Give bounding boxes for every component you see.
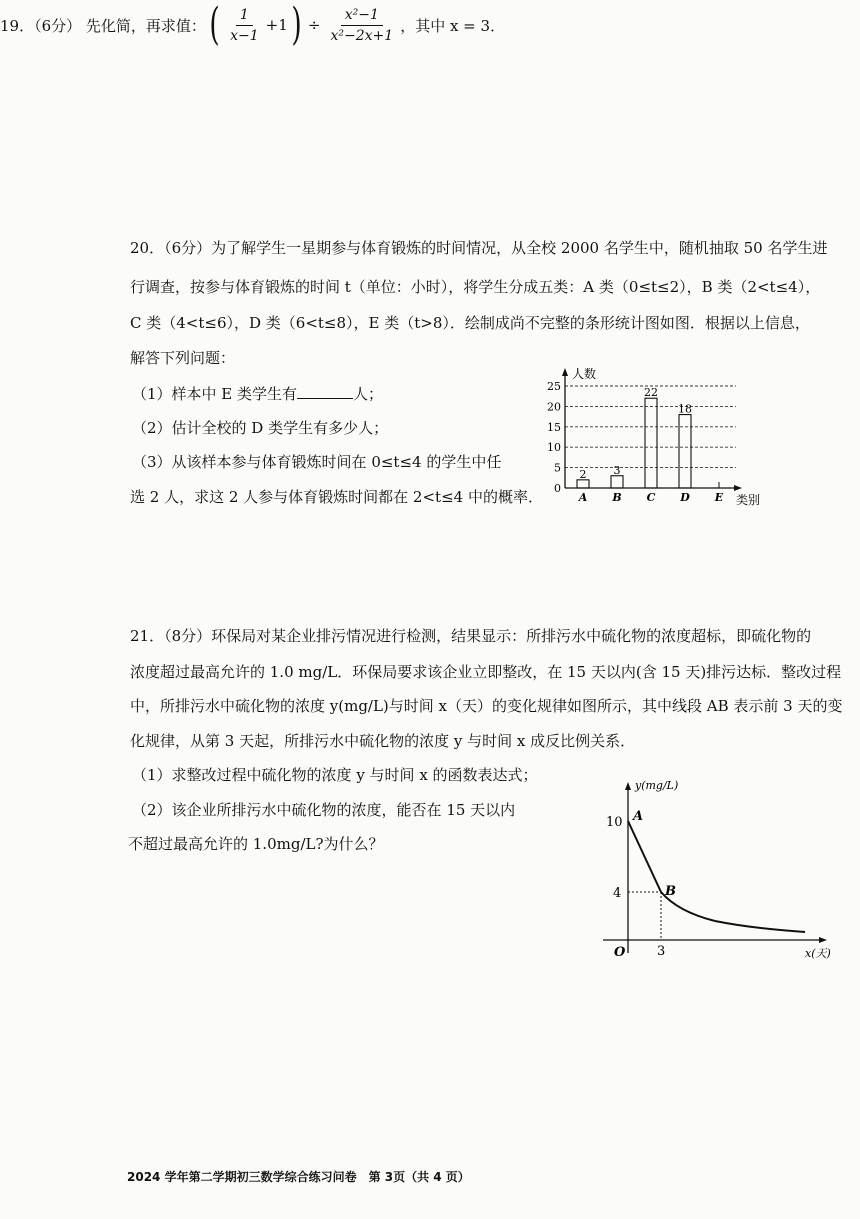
category-label: B (612, 491, 622, 504)
fraction-1 (226, 7, 263, 44)
q21-sub2-line1: （2）该企业所排污水中硫化物的浓度，能否在 15 天以内 (132, 801, 516, 819)
point-a-label: A (633, 809, 644, 824)
y-tick-label: 25 (547, 380, 561, 393)
q21-sub2-line2: 不超过最高允许的 1.0mg/L?为什么？ (128, 835, 384, 853)
q21-sub1: （1）求整改过程中硫化物的浓度 y 与时间 x 的函数表达式； (132, 766, 538, 784)
bar-B (611, 476, 623, 488)
q20-line3: C 类（4<t≤6），D 类（6<t≤8），E 类（t>8）．绘制成尚不完整的条形统计图如图．根据以上信息， (130, 314, 810, 332)
page-footer: 2024 学年第二学期初三数学综合练习问卷 第 3页（共 4 页） (127, 1170, 470, 1184)
y-tick-label: 15 (547, 420, 561, 434)
q19-suffix: ，其中 x = 3． (400, 16, 506, 35)
graph-y-arrow (625, 782, 631, 790)
y-value-10: 10 (606, 815, 623, 830)
y-axis-label: 人数 (572, 367, 597, 381)
q20-sub1-unit: 人； (353, 385, 384, 403)
q20-sub1 (132, 384, 383, 404)
concentration-graph (595, 775, 840, 970)
graph-x-label: x(天) (805, 947, 831, 960)
q20-sub2: （2）估计全校的 D 类学生有多少人； (132, 419, 389, 437)
x-axis-label: 类别 (736, 493, 761, 507)
left-paren: ( (209, 0, 220, 50)
fraction-2 (327, 7, 398, 44)
bar-D (679, 415, 691, 488)
right-paren: ) (291, 0, 302, 50)
hyperbola-curve (661, 892, 805, 932)
bar-value-label: 2 (579, 467, 587, 481)
segment-ab (628, 821, 661, 892)
graph-y-label: y(mg/L) (635, 779, 679, 792)
q19-prefix: 19．（6分） 先化简，再求值： (0, 16, 206, 35)
q21-line1: 21．（8分）环保局对某企业排污情况进行检测，结果显示：所排污水中硫化物的浓度超标，即硫化物的 (130, 627, 812, 645)
x-axis-arrow (734, 485, 742, 491)
fraction-1-denominator: x−1 (230, 27, 259, 44)
question-19 (0, 0, 860, 50)
y-axis-arrow (562, 368, 568, 376)
answer-blank[interactable] (297, 384, 353, 399)
q20-sub3-line1: （3）从该样本参与体育锻炼时间在 0≤t≤4 的学生中任 (132, 453, 502, 471)
bar-A (577, 480, 589, 488)
y-tick-label: 0 (554, 482, 561, 495)
origin-label: O (614, 945, 626, 960)
bar-chart (540, 362, 780, 510)
divide-sign: ÷ (307, 16, 321, 34)
category-label: D (680, 491, 690, 504)
graph-x-arrow (819, 937, 827, 943)
bar-C (645, 398, 657, 488)
bar-value-label: 3 (613, 463, 621, 477)
q21-line2: 浓度超过最高允许的 1.0 mg/L．环保局要求该企业立即整改，在 15 天以内(含 15 天)排污达标．整改过程 (130, 663, 842, 681)
bar-value-label: 22 (644, 386, 658, 400)
fraction-2-denominator: x²−2x+1 (330, 27, 394, 44)
y-tick-label: 20 (547, 400, 561, 414)
fraction-2-numerator: x²−1 (341, 7, 383, 26)
y-tick-label: 10 (547, 441, 561, 455)
q20-sub1-text: （1）样本中 E 类学生有 (132, 385, 298, 403)
fraction-1-numerator: 1 (236, 7, 253, 26)
y-tick-label: 5 (554, 461, 561, 475)
category-label: E (714, 491, 724, 504)
bar-value-label: 18 (678, 402, 692, 416)
q20-sub3-line2: 选 2 人，求这 2 人参与体育锻炼时间都在 2<t≤4 中的概率． (130, 488, 543, 506)
q20-line4: 解答下列问题： (130, 349, 236, 367)
plus-one: +1 (265, 16, 288, 34)
x-value-3: 3 (657, 944, 666, 959)
q21-line4: 化规律，从第 3 天起，所排污水中硫化物的浓度 y 与时间 x 成反比例关系． (130, 732, 636, 750)
q21-line3: 中，所排污水中硫化物的浓度 y(mg/L)与时间 x（天）的变化规律如图所示，其中线段 AB 表示前 3 天的变 (130, 697, 843, 715)
category-label: C (646, 491, 656, 504)
y-value-4: 4 (613, 886, 622, 901)
q20-line1: 20．（6分）为了解学生一星期参与体育锻炼的时间情况，从全校 2000 名学生中，随机抽取 50 名学生进 (130, 239, 828, 257)
point-b-label: B (665, 884, 676, 899)
q20-line2: 行调查，按参与体育锻炼的时间 t（单位：小时），将学生分成五类：A 类（0≤t≤2），B 类（2<t≤4）， (130, 278, 821, 296)
category-label: A (578, 491, 588, 504)
